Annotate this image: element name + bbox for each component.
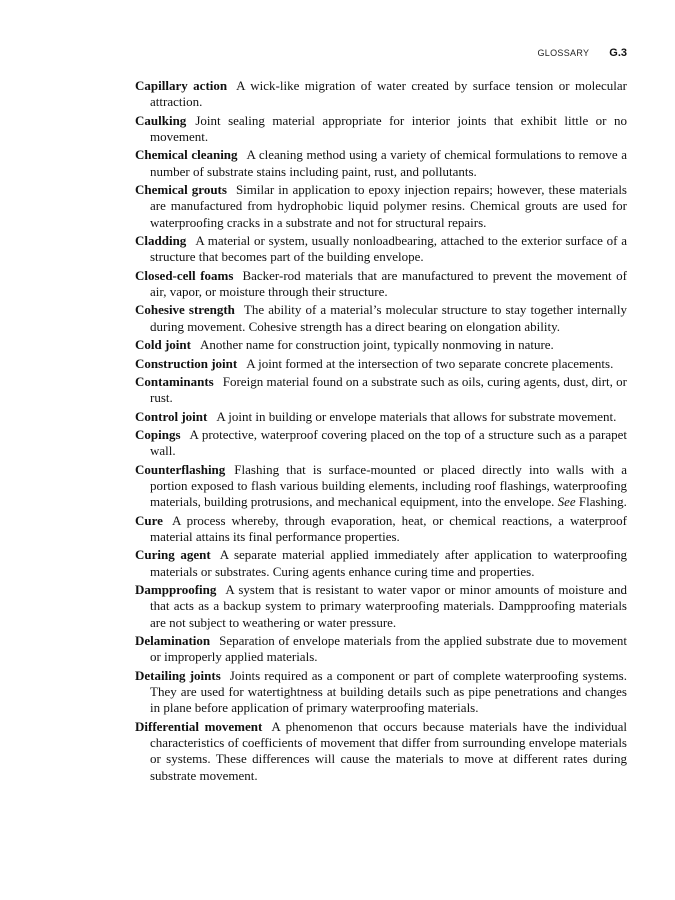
glossary-term: Detailing joints — [135, 667, 221, 683]
glossary-entry-cladding — [135, 233, 627, 266]
glossary-definition: Another name for construction joint, typically nonmoving in nature. — [199, 337, 554, 353]
glossary-definition: Separation of envelope materials from the applied substrate due to movement or improperly applied materials. — [150, 633, 627, 665]
glossary-entry-construction-joint — [135, 356, 627, 372]
glossary-entry-caulking — [135, 113, 627, 146]
glossary-list — [135, 78, 627, 786]
glossary-term: Copings — [135, 426, 181, 442]
running-head — [538, 47, 628, 59]
glossary-definition: Flashing that is surface-mounted or placed directly into walls with a portion exposed to flash various building elements, including roof flashings, waterproofing materials, building protrusions, and mechanical equipment, into the envelope. — [150, 461, 627, 510]
glossary-definition: A joint in building or envelope materials that allows for substrate movement. — [216, 408, 617, 424]
glossary-entry-cure — [135, 513, 627, 546]
glossary-definition: A phenomenon that occurs because materials have the individual characteristics of coefficients of movement that differ from surrounding envelope materials or systems. These differences will cause the materials to move at different rates during substrate movement. — [150, 718, 627, 783]
glossary-term: Caulking — [135, 112, 187, 128]
glossary-definition: A separate material applied immediately after application to waterproofing materials or substrates. Curing agents enhance curing time and properties. — [150, 547, 628, 579]
glossary-definition: The ability of a material’s molecular structure to stay together internally during movement. Cohesive strength has a direct bearing on elongation ability. — [150, 302, 628, 334]
glossary-term: Capillary action — [135, 78, 228, 93]
glossary-term: Counterflashing — [135, 461, 226, 477]
glossary-entry-cohesive-strength — [135, 302, 627, 335]
glossary-entry-chemical-grouts — [135, 182, 627, 231]
glossary-entry-delamination — [135, 633, 627, 666]
glossary-term: Contaminants — [135, 373, 214, 389]
glossary-term: Cohesive strength — [135, 302, 235, 318]
glossary-definition: Similar in application to epoxy injection repairs; however, these materials are manufactured from hydrophobic liquid polymer resins. Chemical grouts are used for waterproofing cracks in a substrate and not for structural repairs. — [150, 182, 627, 230]
glossary-term: Construction joint — [135, 355, 238, 371]
glossary-definition: A system that is resistant to water vapor or minor amounts of moisture and that acts as a backup system to primary waterproofing materials. Dampproofing materials are not subject to weathering or water pressure. — [150, 582, 627, 630]
glossary-entry-control-joint — [135, 409, 627, 425]
page-number: G.3 — [609, 47, 627, 59]
glossary-term: Closed-cell foams — [135, 267, 234, 283]
glossary-definition: Backer-rod materials that are manufactured to prevent the movement of air, vapor, or moisture through their structure. — [150, 267, 627, 300]
glossary-definition: A material or system, usually nonloadbearing, attached to the exterior surface of a structure that becomes part of the building envelope. — [150, 233, 627, 265]
glossary-term: Cure — [135, 512, 163, 528]
glossary-entry-chemical-cleaning — [135, 147, 627, 180]
see-reference-label: See — [557, 494, 576, 510]
glossary-term: Curing agent — [135, 547, 211, 563]
glossary-entry-differential-movement — [135, 719, 627, 784]
glossary-entry-dampproofing — [135, 582, 627, 631]
glossary-definition: A wick-like migration of water created by surface tension or molecular attraction. — [150, 78, 627, 110]
glossary-term: Control joint — [135, 408, 208, 424]
glossary-term: Cold joint — [135, 337, 191, 353]
glossary-entry-closed-cell-foams — [135, 268, 627, 301]
glossary-definition: Joints required as a component or part of complete waterproofing systems. They are used for watertightness at building details such as pipe penetrations and changes in plane before application of primary waterproofing materials. — [150, 667, 627, 716]
glossary-term: Chemical cleaning — [135, 147, 238, 163]
glossary-entry-counterflashing — [135, 462, 627, 511]
glossary-definition: Joint sealing material appropriate for interior joints that exhibit little or no movement. — [150, 112, 627, 144]
glossary-entry-contaminants — [135, 374, 627, 407]
glossary-term: Delamination — [135, 633, 211, 648]
glossary-term: Cladding — [135, 233, 187, 249]
glossary-definition: Foreign material found on a substrate such as oils, curing agents, dust, dirt, or rust. — [150, 373, 627, 406]
glossary-entry-detailing-joints — [135, 668, 627, 717]
glossary-definition: A joint formed at the intersection of two separate concrete placements. — [246, 355, 614, 371]
glossary-definition: A process whereby, through evaporation, heat, or chemical reactions, a waterproof material attains its final performance properties. — [150, 512, 627, 544]
glossary-entry-curing-agent — [135, 547, 627, 580]
glossary-term: Chemical grouts — [135, 182, 227, 198]
glossary-term: Dampproofing — [135, 582, 217, 598]
glossary-entry-cold-joint — [135, 337, 627, 353]
section-label: GLOSSARY — [537, 48, 590, 58]
glossary-entry-copings — [135, 427, 627, 460]
see-reference-target: Flashing. — [578, 494, 627, 510]
glossary-entry-capillary-action — [135, 78, 627, 111]
glossary-definition: A cleaning method using a variety of chemical formulations to remove a number of substrate stains including paint, rust, and pollutants. — [150, 147, 627, 179]
glossary-definition: A protective, waterproof covering placed on the top of a structure such as a parapet wall. — [150, 426, 627, 459]
glossary-term: Differential movement — [135, 718, 263, 734]
